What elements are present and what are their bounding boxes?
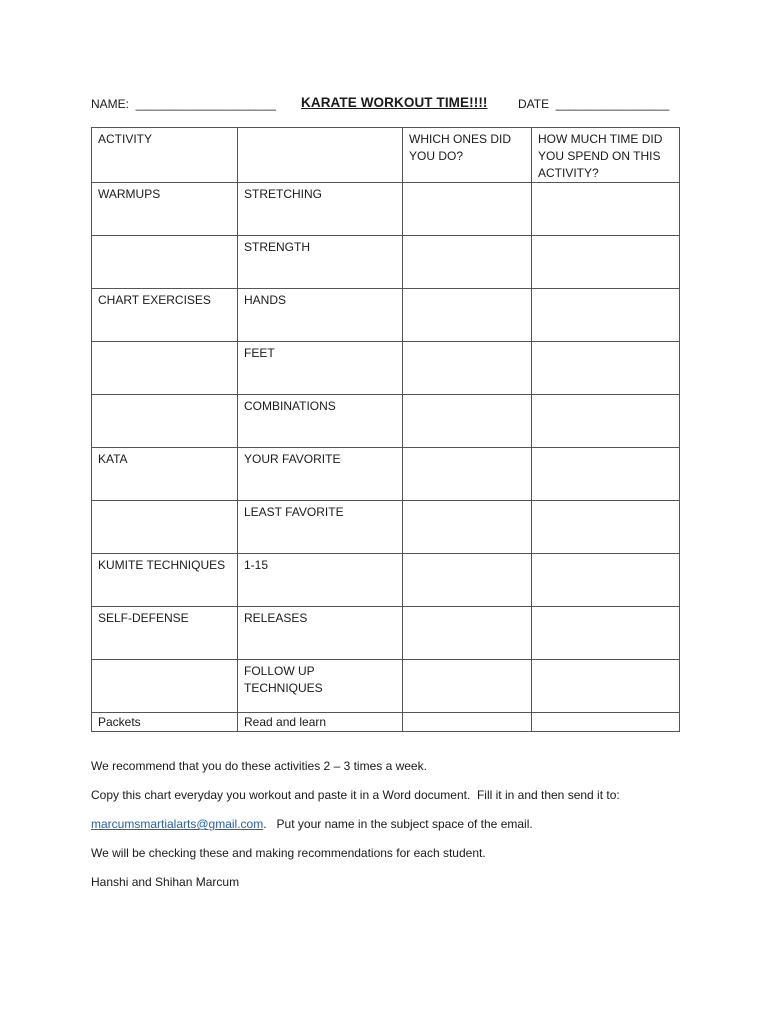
item-cell: FEET [238,342,403,395]
table-row [92,713,680,732]
which-entry-cell[interactable] [403,713,532,732]
time-entry-cell[interactable] [532,183,680,236]
time-entry-cell[interactable] [532,501,680,554]
time-entry-cell[interactable] [532,554,680,607]
column-header-activity: ACTIVITY [92,128,238,183]
email-line-rest: . Put your name in the subject space of the email. [263,817,533,831]
table-row [92,607,680,660]
table-row [92,342,680,395]
time-entry-cell[interactable] [532,289,680,342]
item-cell: RELEASES [238,607,403,660]
time-entry-cell[interactable] [532,660,680,713]
column-header-which: WHICH ONES DID YOU DO? [403,128,532,183]
column-header-time: HOW MUCH TIME DID YOU SPEND ON THIS ACTIVITY? [532,128,680,183]
item-cell: STRETCHING [238,183,403,236]
item-cell: COMBINATIONS [238,395,403,448]
time-entry-cell[interactable] [532,607,680,660]
page-title: KARATE WORKOUT TIME!!!! [301,95,488,110]
activity-cell: KATA [92,448,238,501]
table-row [92,554,680,607]
name-field-label: NAME: _____________________ [91,97,276,111]
activity-cell [92,501,238,554]
which-entry-cell[interactable] [403,501,532,554]
item-cell: STRENGTH [238,236,403,289]
signature: Hanshi and Shihan Marcum [91,875,240,889]
which-entry-cell[interactable] [403,236,532,289]
item-cell: LEAST FAVORITE [238,501,403,554]
time-entry-cell[interactable] [532,342,680,395]
time-entry-cell[interactable] [532,236,680,289]
activity-cell [92,395,238,448]
which-entry-cell[interactable] [403,289,532,342]
activity-cell: WARMUPS [92,183,238,236]
which-entry-cell[interactable] [403,607,532,660]
table-row [92,501,680,554]
document-header [91,96,691,116]
column-header-item [238,128,403,183]
email-link[interactable]: marcumsmartialarts@gmail.com [91,817,264,831]
time-entry-cell[interactable] [532,395,680,448]
workout-table [91,127,680,732]
activity-cell [92,236,238,289]
recommendation-text: We recommend that you do these activities 2 – 3 times a week. [91,759,427,773]
table-row [92,448,680,501]
which-entry-cell[interactable] [403,448,532,501]
table-row [92,289,680,342]
instructions [91,757,711,902]
activity-cell: Packets [92,713,238,732]
email-line [91,815,711,844]
item-cell: Read and learn [238,713,403,732]
item-cell: 1-15 [238,554,403,607]
item-cell: YOUR FAVORITE [238,448,403,501]
table-row [92,236,680,289]
activity-cell: KUMITE TECHNIQUES [92,554,238,607]
activity-cell: SELF-DEFENSE [92,607,238,660]
which-entry-cell[interactable] [403,660,532,713]
activity-cell: CHART EXERCISES [92,289,238,342]
checking-text: We will be checking these and making recommendations for each student. [91,846,486,860]
date-field-label: DATE _________________ [518,97,670,111]
which-entry-cell[interactable] [403,342,532,395]
table-row [92,183,680,236]
copy-instructions-text: Copy this chart everyday you workout and paste it in a Word document. Fill it in and then send it to: [91,788,620,802]
table-header-row [92,128,680,183]
which-entry-cell[interactable] [403,183,532,236]
time-entry-cell[interactable] [532,713,680,732]
time-entry-cell[interactable] [532,448,680,501]
item-cell: HANDS [238,289,403,342]
activity-cell [92,342,238,395]
activity-cell [92,660,238,713]
table-row [92,660,680,713]
which-entry-cell[interactable] [403,395,532,448]
item-cell: FOLLOW UP TECHNIQUES [238,660,403,713]
table-row [92,395,680,448]
which-entry-cell[interactable] [403,554,532,607]
